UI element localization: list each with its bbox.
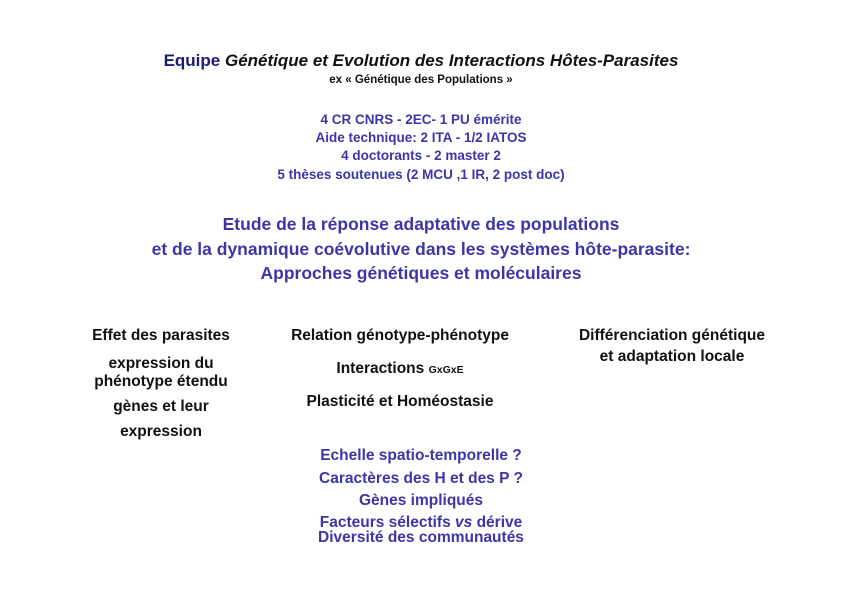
team-prefix: Equipe [163,51,221,70]
theme-line-3: Approches génétiques et moléculaires [260,263,582,283]
former-name: ex « Génétique des Populations » [329,74,513,86]
team-title [0,51,842,71]
question-scale: Echelle spatio-temporelle ? [320,447,522,464]
right-column-line-1: Différenciation génétique [578,327,766,344]
left-item-1-line-2: phénotype étendu [94,373,228,390]
plasticity-line: Plasticité et Homéostasie [306,393,494,410]
right-column-line-2: et adaptation locale [599,348,745,365]
question-diversity: Diversité des communautés [318,529,524,546]
left-item-2-line-2: expression [120,423,202,440]
interactions-label: Interactions [336,360,425,377]
left-item-1-line-1: expression du [108,355,214,372]
staff-line-technical: Aide technique: 2 ITA - 1/2 IATOS [315,130,527,145]
staff-line-researchers: 4 CR CNRS - 2EC- 1 PU émérite [320,112,522,127]
question-traits: Caractères des H et des P ? [319,470,523,487]
theme-line-1: Etude de la réponse adaptative des populations [222,214,620,234]
selection-end: dérive [476,514,523,531]
staff-line-theses: 5 thèses soutenues (2 MCU ,1 IR, 2 post doc) [277,167,565,182]
selection-vs: vs [455,514,473,531]
left-column-title: Effet des parasites [92,327,230,344]
team-name: Génétique et Evolution des Interactions Hôtes-Parasites [224,51,679,70]
middle-column-title: Relation génotype-phénotype [291,327,509,344]
theme-line-2: et de la dynamique coévolutive dans les systèmes hôte-parasite: [151,239,691,259]
interactions-line [265,360,535,378]
selection-start: Facteurs sélectifs [319,514,451,531]
interactions-sub: GxGxE [428,364,464,376]
question-genes: Gènes impliqués [358,492,484,509]
left-item-2-line-1: gènes et leur [113,398,209,415]
staff-line-students: 4 doctorants - 2 master 2 [341,148,501,163]
